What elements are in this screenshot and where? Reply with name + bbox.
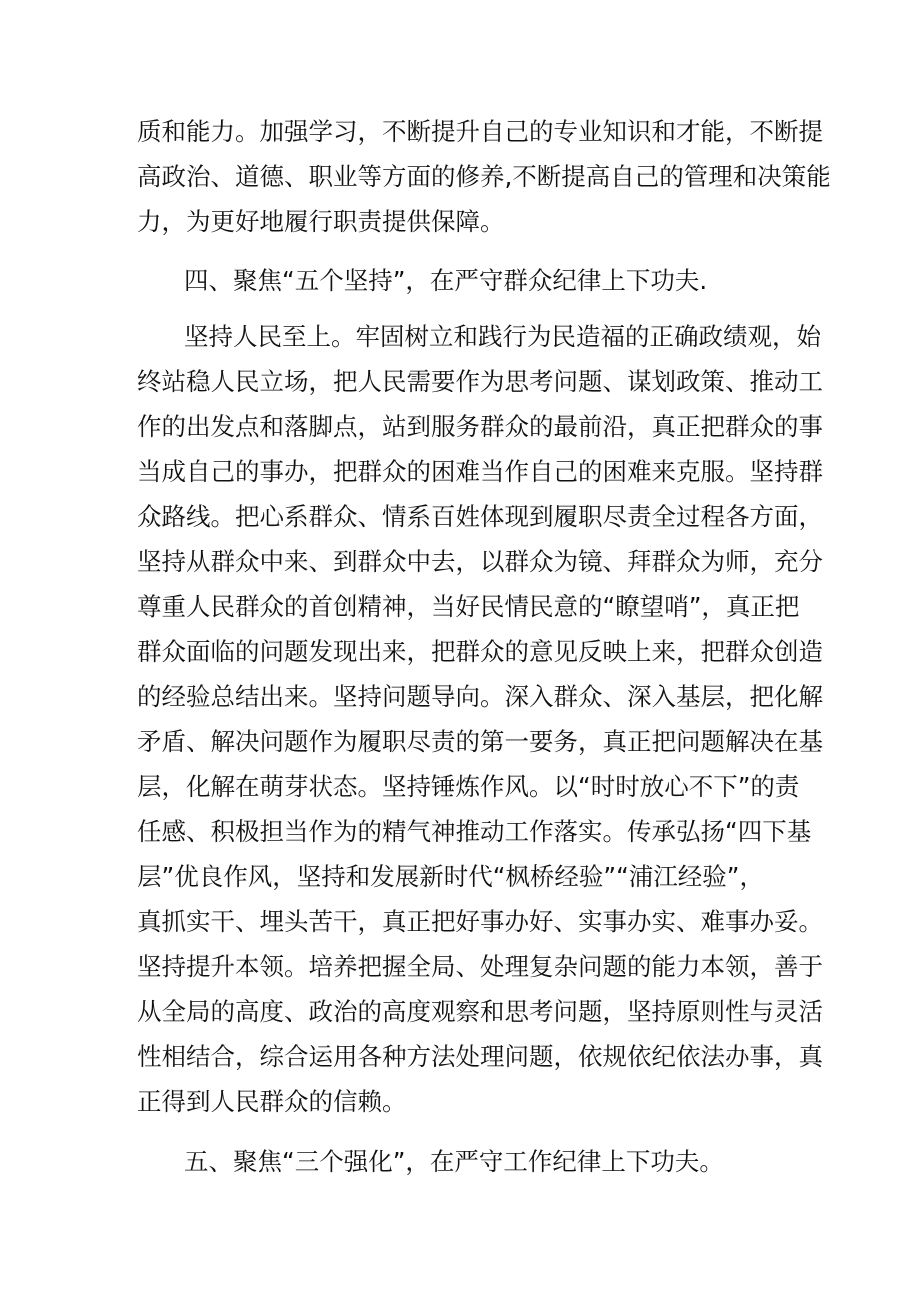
paragraph-line: 众路线。把心系群众、情系百姓体现到履职尽责全过程各方面，	[137, 502, 823, 531]
paragraph-line: 矛盾、解决问题作为履职尽责的第一要务，真正把问题解决在基	[137, 727, 823, 756]
section-heading-5: 五、聚焦“三个强化”，在严守工作纪律上下功夫。	[184, 1147, 724, 1176]
paragraph-line: 坚持提升本领。培养把握全局、处理复杂问题的能力本领，善于	[137, 952, 823, 981]
paragraph-line: 终站稳人民立场，把人民需要作为思考问题、谋划政策、推动工	[137, 367, 823, 396]
paragraph-line: 任感、积极担当作为的精气神推动工作落实。传承弘扬“四下基	[137, 817, 812, 846]
paragraph-line: 从全局的高度、政治的高度观察和思考问题，坚持原则性与灵活	[137, 997, 823, 1026]
paragraph-line: 层，化解在萌芽状态。坚持锤炼作风。以“时时放心不下”的责	[137, 772, 800, 801]
paragraph-line: 性相结合，综合运用各种方法处理问题，依规依纪依法办事，真	[137, 1042, 823, 1071]
paragraph-line: 层”优良作风，坚持和发展新时代“枫桥经验”“浦江经验”，	[137, 862, 764, 891]
paragraph-line: 正得到人民群众的信赖。	[137, 1087, 407, 1116]
paragraph-line: 真抓实干、埋头苦干，真正把好事办好、实事办实、难事办妥。	[137, 907, 823, 936]
paragraph-line: 坚持人民至上。牢固树立和践行为民造福的正确政绩观，始	[184, 322, 821, 351]
section-heading-4: 四、聚焦“五个坚持”，在严守群众纪律上下功夫.	[184, 266, 708, 295]
paragraph-line: 高政治、道德、职业等方面的修养,不断提高自己的管理和决策能	[137, 162, 831, 191]
paragraph-line: 作的出发点和落脚点，站到服务群众的最前沿，真正把群众的事	[137, 412, 823, 441]
paragraph-line: 尊重人民群众的首创精神，当好民情民意的“瞭望哨”，真正把	[137, 592, 800, 621]
paragraph-line: 当成自己的事办，把群众的困难当作自己的困难来克服。坚持群	[137, 457, 823, 486]
paragraph-line: 群众面临的问题发现出来，把群众的意见反映上来，把群众创造	[137, 637, 823, 666]
paragraph-line: 质和能力。加强学习，不断提升自己的专业知识和才能，不断提	[137, 117, 823, 146]
paragraph-line: 力，为更好地履行职责提供保障。	[137, 207, 505, 236]
paragraph-line: 的经验总结出来。坚持问题导向。深入群众、深入基层，把化解	[137, 682, 823, 711]
paragraph-line: 坚持从群众中来、到群众中去，以群众为镜、拜群众为师，充分	[137, 547, 823, 576]
